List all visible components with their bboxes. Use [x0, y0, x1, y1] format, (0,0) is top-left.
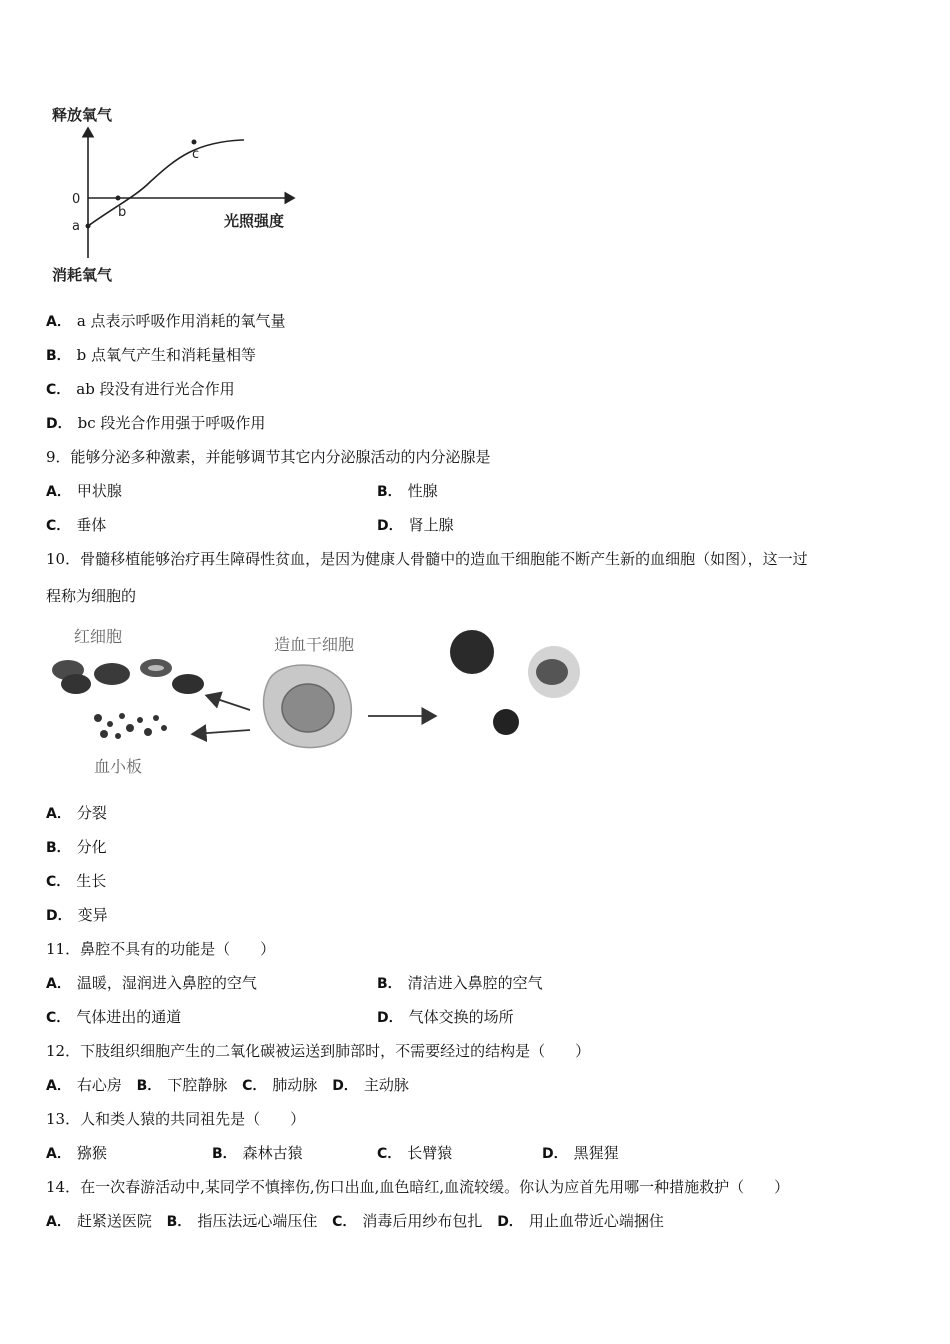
q14-option-b-text: 指压法远心端压住 — [197, 1212, 318, 1230]
stem-cell-label: 造血干细胞 — [274, 635, 355, 654]
q11-option-c[interactable] — [46, 1007, 181, 1028]
q12-option-a-label: A． — [46, 1078, 71, 1094]
q14-option-d-label: D． — [497, 1214, 523, 1230]
q10-option-a[interactable] — [46, 803, 107, 824]
q11-option-c-label: C． — [46, 1010, 71, 1026]
q13-option-c[interactable] — [377, 1143, 452, 1164]
q8-option-d[interactable] — [46, 413, 265, 434]
q13-option-a-text: 猕猴 — [76, 1144, 107, 1162]
q11-option-a-label: A． — [46, 976, 71, 992]
q8-option-b-label: B． — [46, 348, 71, 364]
q13-option-d-text: 黑猩猩 — [573, 1144, 619, 1162]
q12-option-b-label: B． — [136, 1078, 162, 1094]
point-b-label: b — [118, 205, 127, 220]
q10-option-b-text: 分化 — [76, 838, 107, 856]
oxygen-curve — [88, 140, 244, 226]
q13-option-a-label: A． — [46, 1146, 71, 1162]
q11-option-b-label: B． — [377, 976, 402, 992]
q8-option-d-text: bc 段光合作用强于呼吸作用 — [77, 414, 266, 432]
red-cells-label: 红细胞 — [74, 627, 123, 646]
q11-option-d-text: 气体交换的场所 — [408, 1008, 514, 1026]
q12-option-c-text: 肺动脉 — [272, 1076, 318, 1094]
q13-option-c-label: C． — [377, 1146, 402, 1162]
q11-option-a-text: 温暖，湿润进入鼻腔的空气 — [76, 974, 257, 992]
q13-option-d[interactable] — [542, 1143, 619, 1164]
q9-option-b-text: 性腺 — [407, 482, 438, 500]
q14-option-a[interactable] — [46, 1212, 152, 1230]
q10-option-a-label: A． — [46, 806, 71, 822]
q9-option-d-label: D． — [377, 518, 403, 534]
point-a-dot — [86, 224, 91, 229]
q10-option-b-label: B． — [46, 840, 71, 856]
stem-cell-nucleus — [282, 684, 334, 732]
q9-option-a-label: A． — [46, 484, 71, 500]
q14-option-d[interactable] — [497, 1212, 664, 1230]
q12-options — [46, 1075, 419, 1096]
red-cell-2 — [61, 674, 91, 694]
q9-option-a-text: 甲状腺 — [76, 482, 122, 500]
q14-stem: 14．在一次春游活动中,某同学不慎摔伤,伤口出血,血色暗红,血流较缓。你认为应首先用哪一种措施救护（ ） — [46, 1178, 790, 1196]
y-bottom-label: 消耗氧气 — [52, 266, 113, 284]
q9-option-a[interactable] — [46, 481, 122, 502]
q11-option-d[interactable] — [377, 1007, 514, 1028]
q9-option-b-label: B． — [377, 484, 402, 500]
q10-stem-line2: 程称为细胞的 — [46, 587, 137, 605]
point-a-label: a — [72, 219, 80, 234]
q9-option-d[interactable] — [377, 515, 454, 536]
q14-options — [46, 1211, 674, 1232]
q14-option-c[interactable] — [332, 1212, 482, 1230]
point-c-label: c — [192, 147, 200, 162]
q9-stem: 9．能够分泌多种激素，并能够调节其它内分泌腺活动的内分泌腺是 — [46, 448, 491, 466]
q14-option-b-label: B． — [166, 1214, 192, 1230]
q10-option-b[interactable] — [46, 837, 107, 858]
q8-option-b-text: b 点氧气产生和消耗量相等 — [76, 346, 257, 364]
q11-option-d-label: D． — [377, 1010, 403, 1026]
q11-stem: 11．鼻腔不具有的功能是（ ） — [46, 940, 276, 958]
q9-option-d-text: 肾上腺 — [408, 516, 454, 534]
q8-option-b[interactable] — [46, 345, 256, 366]
white-cell-3 — [493, 709, 519, 735]
q13-option-d-label: D． — [542, 1146, 568, 1162]
zero-label: 0 — [72, 192, 81, 207]
q14-option-d-text: 用止血带近心端捆住 — [528, 1212, 664, 1230]
blood-cell-figure — [46, 622, 606, 784]
q11-option-a[interactable] — [46, 973, 257, 994]
q12-option-d-text: 主动脉 — [363, 1076, 409, 1094]
q12-stem: 12．下肢组织细胞产生的二氧化碳被运送到肺部时，不需要经过的结构是（ ） — [46, 1042, 591, 1060]
q13-option-c-text: 长臂猿 — [407, 1144, 453, 1162]
q12-option-a[interactable] — [46, 1076, 122, 1094]
q10-option-d[interactable] — [46, 905, 108, 926]
q8-option-a[interactable] — [46, 311, 286, 332]
q14-option-c-text: 消毒后用纱布包扎 — [362, 1212, 483, 1230]
q10-option-c[interactable] — [46, 871, 106, 892]
q12-option-a-text: 右心房 — [76, 1076, 122, 1094]
q9-option-c-text: 垂体 — [76, 516, 107, 534]
q8-option-c-text: ab 段没有进行光合作用 — [76, 380, 235, 398]
q10-option-c-text: 生长 — [76, 872, 107, 890]
q10-option-c-label: C． — [46, 874, 71, 890]
q8-option-a-label: A． — [46, 314, 71, 330]
q8-option-c[interactable] — [46, 379, 235, 400]
q8-option-a-text: a 点表示呼吸作用消耗的氧气量 — [76, 312, 286, 330]
q10-stem-line1: 10．骨髓移植能够治疗再生障碍性贫血，是因为健康人骨髓中的造血干细胞能不断产生新的血细胞（如图），这一过 — [46, 550, 808, 568]
q10-option-d-text: 变异 — [77, 906, 108, 924]
q10-option-d-label: D． — [46, 908, 72, 924]
q14-option-b[interactable] — [167, 1212, 318, 1230]
q14-option-c-label: C． — [332, 1214, 357, 1230]
y-top-label: 释放氧气 — [52, 106, 113, 124]
point-b-dot — [116, 196, 121, 201]
x-axis-label: 光照强度 — [224, 212, 285, 230]
q13-option-b-label: B． — [212, 1146, 237, 1162]
white-cell-2-nucleus — [536, 659, 568, 685]
red-cell-5 — [172, 674, 204, 694]
q13-option-b-text: 森林古猿 — [242, 1144, 303, 1162]
q13-stem: 13．人和类人猿的共同祖先是（ ） — [46, 1110, 306, 1128]
q9-option-c[interactable] — [46, 515, 106, 536]
q12-option-c-label: C． — [242, 1078, 267, 1094]
arrow-to-red-cells — [208, 696, 250, 710]
q9-option-b[interactable] — [377, 481, 438, 502]
q11-option-b[interactable] — [377, 973, 543, 994]
q14-option-a-label: A． — [46, 1214, 71, 1230]
q14-option-a-text: 赶紧送医院 — [76, 1212, 152, 1230]
q12-option-d-label: D． — [332, 1078, 358, 1094]
white-cell-1 — [450, 630, 494, 674]
red-cell-3 — [94, 663, 130, 685]
point-c-dot — [192, 140, 197, 145]
q12-option-c[interactable] — [242, 1076, 317, 1094]
q10-option-a-text: 分裂 — [76, 804, 107, 822]
oxygen-light-graph — [46, 98, 316, 288]
q13-option-b[interactable] — [212, 1143, 303, 1164]
q12-option-b[interactable] — [137, 1076, 228, 1094]
q12-option-b-text: 下腔静脉 — [167, 1076, 228, 1094]
platelet-cluster — [94, 713, 167, 739]
q8-option-c-label: C． — [46, 382, 71, 398]
q11-option-c-text: 气体进出的通道 — [76, 1008, 182, 1026]
platelets-label: 血小板 — [94, 757, 143, 776]
q8-option-d-label: D． — [46, 416, 72, 432]
q9-option-c-label: C． — [46, 518, 71, 534]
q12-option-d[interactable] — [332, 1076, 409, 1094]
q13-option-a[interactable] — [46, 1143, 107, 1164]
arrow-to-platelets — [194, 730, 250, 734]
red-cell-4-center — [148, 665, 164, 671]
q11-option-b-text: 清洁进入鼻腔的空气 — [407, 974, 543, 992]
